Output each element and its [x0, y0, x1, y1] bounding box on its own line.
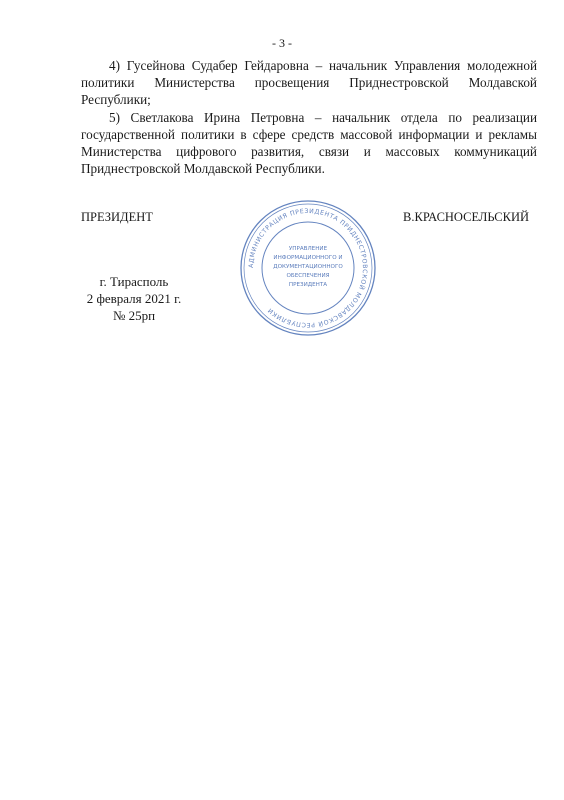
paragraph-item-4: 4) Гусейнова Судабер Гейдаровна – начальник Управления молодежной политики Министерства просвещения Приднестровской Молдавской Республики; — [81, 58, 537, 108]
stamp-outer-text: АДМИНИСТРАЦИЯ ПРЕЗИДЕНТА ПРИДНЕСТРОВСКОЙ МОЛДАВСКОЙ РЕСПУБЛИКИ — [247, 207, 369, 329]
page-number: - 3 - — [272, 36, 292, 50]
stamp-center-line: ДОКУМЕНТАЦИОННОГО — [273, 264, 343, 270]
stamp-center-line: ИНФОРМАЦИОННОГО И — [273, 255, 343, 261]
document-number: № 25рп — [112, 308, 156, 323]
stamp-center-line: ПРЕЗИДЕНТА — [288, 282, 328, 288]
stamp-center-line: УПРАВЛЕНИЕ — [288, 246, 328, 252]
document-body — [81, 57, 537, 177]
stamp-center-line: ОБЕСПЕЧЕНИЯ — [286, 273, 330, 279]
signature-name: В.КРАСНОСЕЛЬСКИЙ — [403, 210, 529, 224]
official-stamp — [238, 198, 378, 338]
signature-title: ПРЕЗИДЕНТ — [81, 210, 153, 224]
paragraph-item-5: 5) Светлакова Ирина Петровна – начальник отдела по реализации государственной политики в сфере средств массовой информации и рекламы Министерства цифрового развития, связи и массовых коммуникаций Приднестровской Молдавской Республики. — [81, 109, 537, 177]
date-text: 2 февраля 2021 г. — [86, 291, 182, 306]
place-date-block — [79, 273, 189, 324]
place-text: г. Тирасполь — [99, 274, 169, 289]
